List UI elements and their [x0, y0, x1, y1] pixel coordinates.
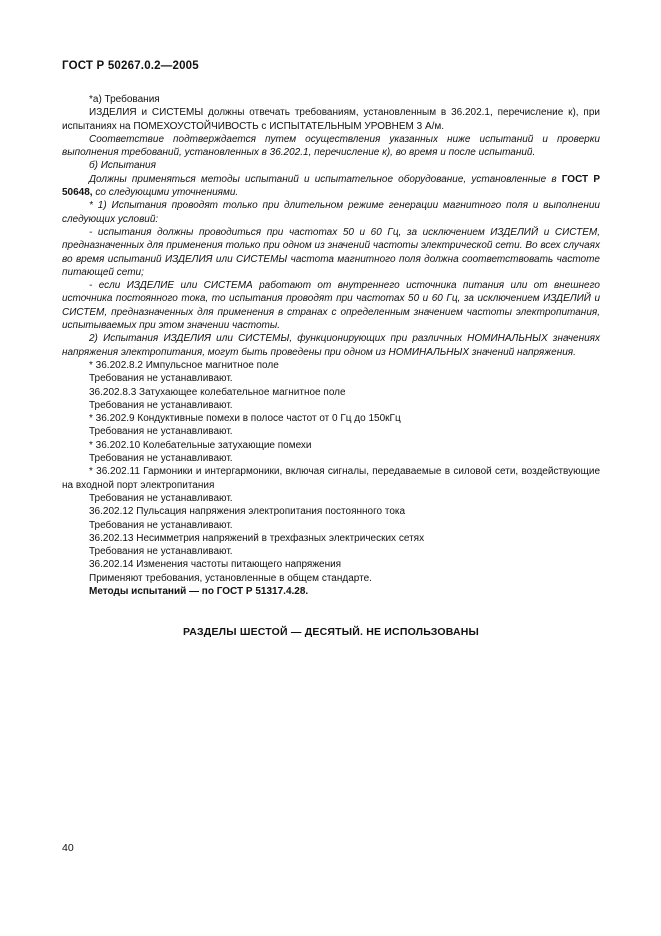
clause-36-202-8-2-req: Требования не устанавливают.	[89, 373, 233, 385]
clause-36-202-8-3-req: Требования не устанавливают.	[89, 399, 233, 411]
paragraph-test-condition-1: * 1) Испытания проводят только при длительном режиме генерации магнитного поля и выполнении следующих условий:	[62, 200, 600, 225]
clause-36-202-12-req: Требования не устанавливают.	[89, 519, 233, 531]
paragraph-compliance: Соответствие подтверждается путем осуществления указанных ниже испытаний и проверки выполнения требований, установленных в 36.202.1, перечисление к), во время и после испытаний.	[62, 133, 600, 159]
clause-36-202-13-req: Требования не устанавливают.	[89, 546, 233, 558]
paragraph-tests-heading: б) Испытания	[89, 160, 156, 172]
test-methods-tail: со следующими уточнениями.	[95, 187, 239, 199]
paragraph-test-internal-power: - если ИЗДЕЛИЕ или СИСТЕМА работают от внутреннего источника питания или от внешнего источника постоянного тока, то испытания проводят при частотах 50 и 60 Гц, за исключением ИЗДЕЛИЙ и СИСТЕМ, предназначенных для применения в странах с определенным значением частоты электропитания, испытываемых при этом значении частоты.	[62, 280, 600, 332]
paragraph-test-methods	[62, 173, 600, 200]
clause-36-202-11: * 36.202.11 Гармоники и интергармоники, включая сигналы, передаваемые в силовой сети, воздействующие на входной порт электропитания	[62, 466, 600, 491]
clause-36-202-13: 36.202.13 Несимметрия напряжений в трехфазных электрических сетях	[89, 532, 425, 544]
paragraph-test-frequency: - испытания должны проводиться при частотах 50 и 60 Гц, за исключением ИЗДЕЛИЙ и СИСТЕМ, предназначенных для применения только при одном из значений частоты электрической сети. Во всех случаях во время испытаний ИЗДЕЛИЯ или СИСТЕМЫ частота магнитного поля должна соответствовать частоте питающей сети;	[62, 226, 600, 278]
page-number: 40	[62, 842, 74, 854]
clause-36-202-8-2: * 36.202.8.2 Импульсное магнитное поле	[89, 359, 279, 371]
clause-36-202-10-req: Требования не устанавливают.	[89, 453, 233, 465]
test-methods-text: Должны применяться методы испытаний и испытательное оборудование, установленные в	[89, 173, 557, 185]
clause-36-202-9-req: Требования не устанавливают.	[89, 426, 233, 438]
test-methods-reference: Методы испытаний — по ГОСТ Р 51317.4.28.	[89, 585, 309, 597]
clause-36-202-10: * 36.202.10 Колебательные затухающие помехи	[89, 439, 312, 451]
clause-36-202-12: 36.202.12 Пульсация напряжения электропитания постоянного тока	[89, 506, 406, 518]
paragraph-test-condition-2: 2) Испытания ИЗДЕЛИЯ или СИСТЕМЫ, функционирующих при различных НОМИНАЛЬНЫХ значениях напряжения электропитания, могут быть проведены при одном из НОМИНАЛЬНЫХ значений напряжения.	[62, 333, 600, 358]
clause-36-202-9: * 36.202.9 Кондуктивные помехи в полосе частот от 0 Гц до 150кГц	[89, 413, 401, 425]
clause-36-202-11-req: Требования не устанавливают.	[89, 492, 233, 504]
standard-header: ГОСТ Р 50267.0.2—2005	[62, 60, 199, 72]
document-body	[62, 93, 600, 598]
gost-reference: ГОСТ Р 50648,	[62, 173, 600, 199]
section-title: РАЗДЕЛЫ ШЕСТОЙ — ДЕСЯТЫЙ. НЕ ИСПОЛЬЗОВАНЫ	[182, 626, 480, 638]
paragraph-requirements-text: ИЗДЕЛИЯ и СИСТЕМЫ должны отвечать требованиям, установленным в 36.202.1, перечисление к), при испытаниях на ПОМЕХОУСТОЙЧИВОСТЬ с ИСПЫТАТЕЛЬНЫМ УРОВНЕМ 3 А/м.	[62, 107, 600, 132]
clause-36-202-8-3: 36.202.8.3 Затухающее колебательное магнитное поле	[89, 386, 346, 398]
clause-36-202-14: 36.202.14 Изменения частоты питающего напряжения	[89, 559, 342, 571]
paragraph-requirements-heading: *а) Требования	[89, 94, 160, 105]
clause-36-202-14-req: Применяют требования, установленные в общем стандарте.	[89, 572, 372, 584]
